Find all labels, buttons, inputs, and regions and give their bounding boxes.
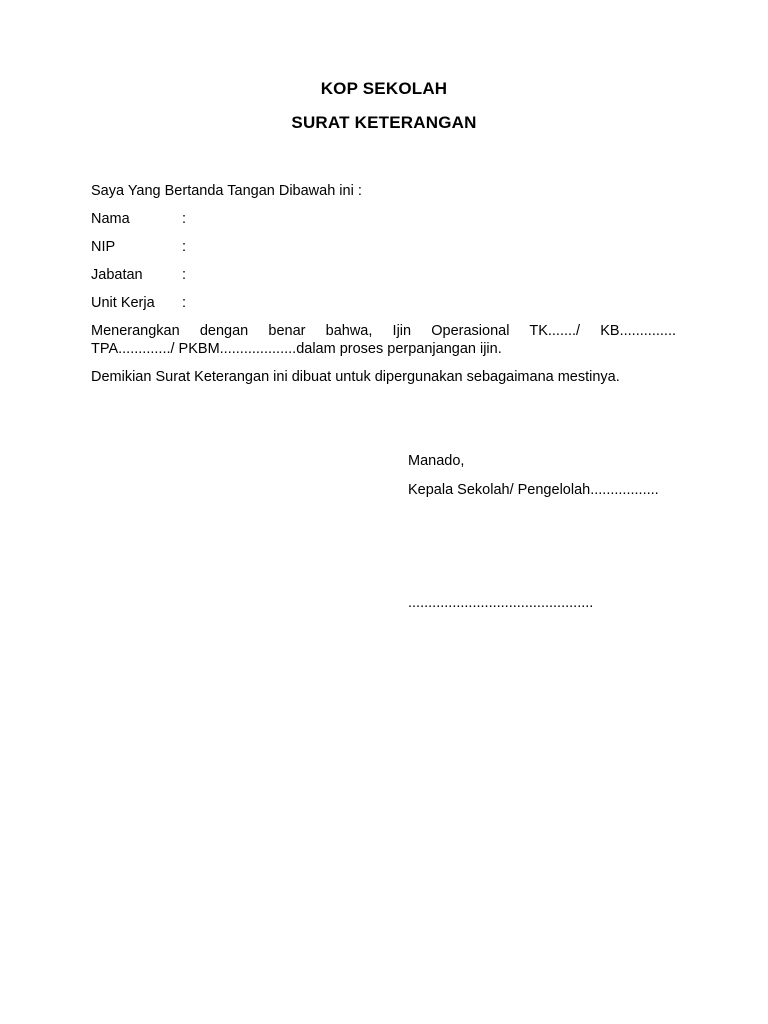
field-label: Nama bbox=[91, 211, 130, 227]
signature-name-line: .............................................. bbox=[408, 595, 594, 611]
field-row-nama bbox=[91, 211, 186, 228]
field-row-jabatan bbox=[91, 267, 186, 284]
field-row-nip bbox=[91, 239, 186, 256]
field-colon: : bbox=[182, 295, 187, 311]
signature-place: Manado, bbox=[408, 453, 465, 469]
signature-position: Kepala Sekolah/ Pengelolah................. bbox=[408, 482, 659, 498]
statement-line: TPA............./ PKBM...................dalam proses perpanjangan ijin. bbox=[91, 341, 502, 357]
closing-text: Demikian Surat Keterangan ini dibuat untuk dipergunakan sebagaimana mestinya. bbox=[91, 369, 620, 385]
field-colon: : bbox=[182, 267, 187, 283]
document-title: SURAT KETERANGAN bbox=[291, 113, 477, 132]
intro-text: Saya Yang Bertanda Tangan Dibawah ini : bbox=[91, 183, 362, 199]
field-label: Jabatan bbox=[91, 267, 143, 283]
field-colon: : bbox=[182, 211, 187, 227]
field-label: Unit Kerja bbox=[91, 295, 155, 311]
statement-line: Menerangkan dengan benar bahwa, Ijin Operasional TK......./ KB.............. bbox=[91, 323, 676, 339]
field-colon: : bbox=[182, 239, 187, 255]
letterhead-title: KOP SEKOLAH bbox=[320, 79, 448, 98]
field-label: NIP bbox=[91, 239, 116, 255]
field-row-unit-kerja bbox=[91, 295, 186, 312]
statement-paragraph bbox=[91, 322, 676, 358]
